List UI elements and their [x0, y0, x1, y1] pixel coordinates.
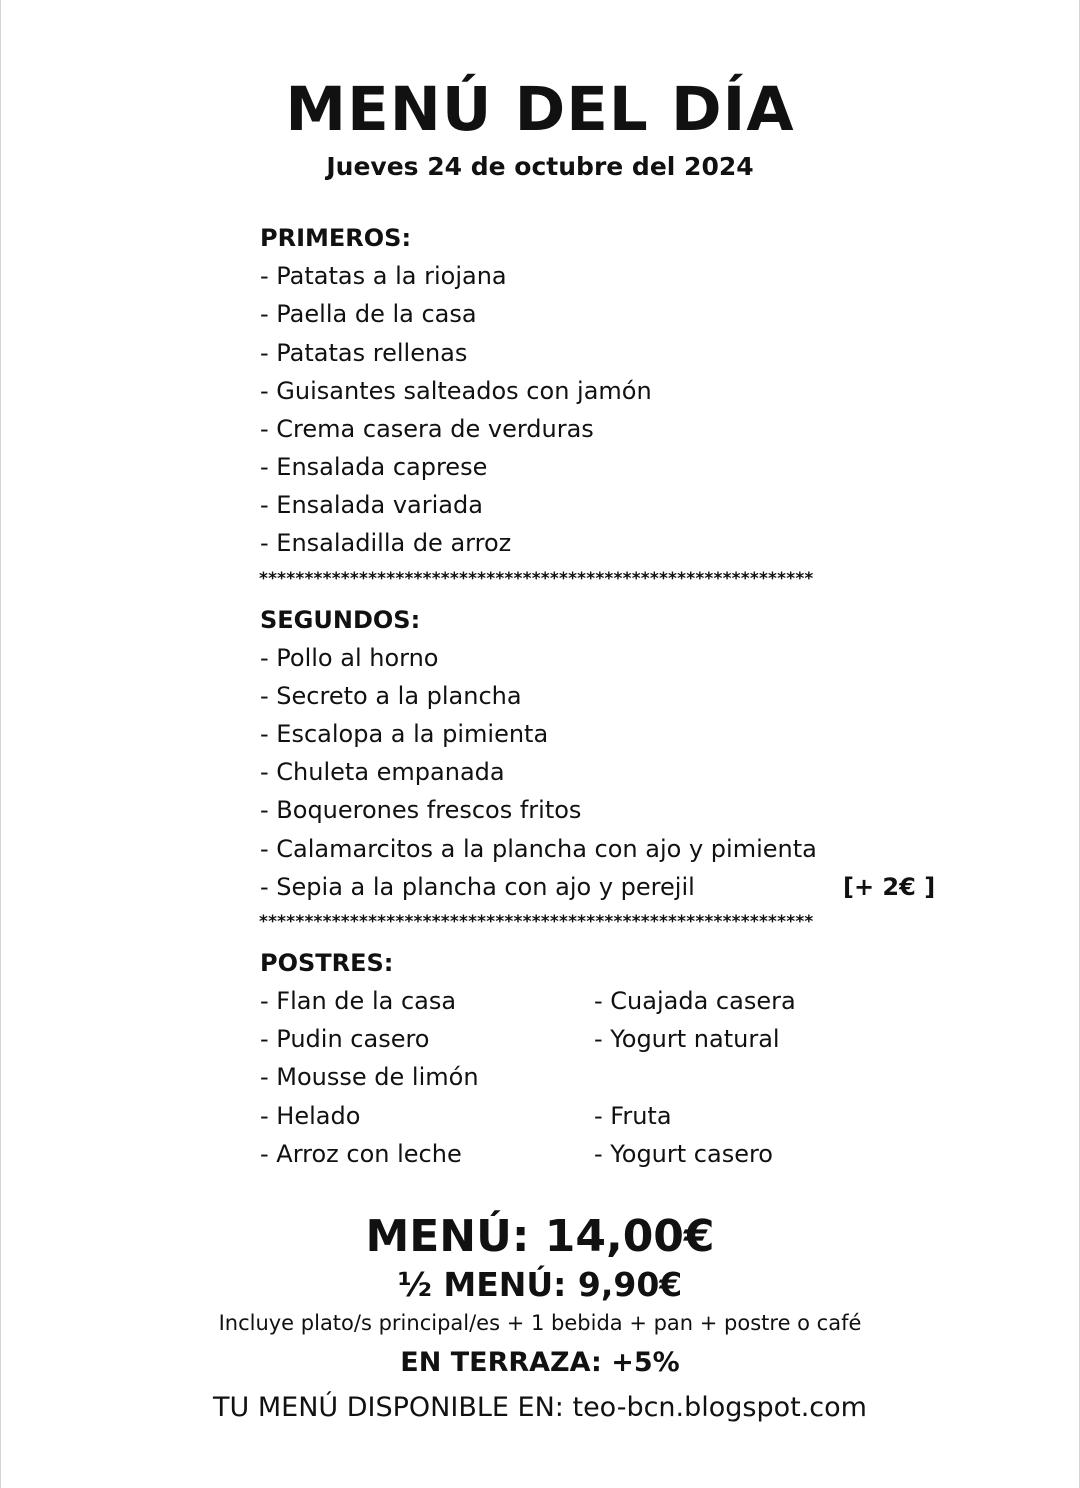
postres-item: - Fruta: [594, 1102, 672, 1130]
segundos-item: - Boquerones frescos fritos: [260, 796, 582, 824]
segundos-item: - Sepia a la plancha con ajo y perejil: [260, 873, 695, 901]
primeros-item: - Patatas rellenas: [260, 339, 468, 367]
postres-item: - Mousse de limón: [260, 1063, 479, 1091]
primeros-item: - Ensalada variada: [260, 491, 483, 519]
terrace-surcharge: EN TERRAZA: +5%: [400, 1347, 680, 1378]
postres-item: - Yogurt casero: [594, 1140, 773, 1168]
segundos-item: - Escalopa a la pimienta: [260, 720, 549, 748]
segundos-item: - Pollo al horno: [260, 644, 439, 672]
surcharge-label: [+ 2€ ]: [843, 873, 936, 901]
postres-item: - Helado: [260, 1102, 361, 1130]
postres-item: - Arroz con leche: [260, 1140, 462, 1168]
menu-date: Jueves 24 de octubre del 2024: [326, 152, 754, 181]
menu-price: MENÚ: 14,00€: [365, 1211, 715, 1262]
website-note: TU MENÚ DISPONIBLE EN: teo-bcn.blogspot.com: [213, 1392, 867, 1423]
primeros-item: - Guisantes salteados con jamón: [260, 377, 652, 405]
menu-title: MENÚ DEL DÍA: [285, 74, 795, 145]
half-menu-price: ½ MENÚ: 9,90€: [397, 1265, 683, 1304]
postres-heading: POSTRES:: [260, 949, 394, 977]
includes-note: Incluye plato/s principal/es + 1 bebida + pan + postre o café: [218, 1311, 862, 1335]
primeros-item: - Ensalada caprese: [260, 453, 488, 481]
section-divider: *************************************************************: [259, 569, 814, 589]
primeros-item: - Ensaladilla de arroz: [260, 529, 512, 557]
postres-item: - Yogurt natural: [594, 1025, 780, 1053]
segundos-item: - Chuleta empanada: [260, 758, 505, 786]
primeros-item: - Crema casera de verduras: [260, 415, 594, 443]
postres-item: - Pudin casero: [260, 1025, 430, 1053]
section-divider: *************************************************************: [259, 912, 814, 932]
postres-item: - Cuajada casera: [594, 987, 796, 1015]
postres-item: - Flan de la casa: [260, 987, 457, 1015]
primeros-item: - Patatas a la riojana: [260, 262, 507, 290]
segundos-item: - Calamarcitos a la plancha con ajo y pimienta: [260, 835, 817, 863]
primeros-item: - Paella de la casa: [260, 300, 477, 328]
primeros-heading: PRIMEROS:: [260, 224, 412, 252]
segundos-item: - Secreto a la plancha: [260, 682, 522, 710]
segundos-heading: SEGUNDOS:: [260, 606, 421, 634]
